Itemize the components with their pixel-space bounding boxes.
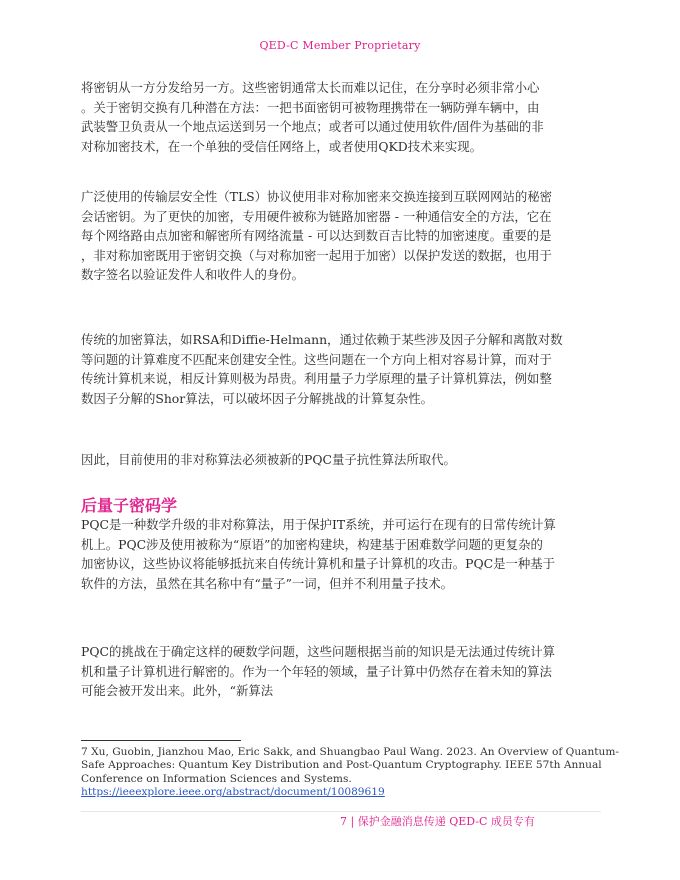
footnote-line: Safe Approaches: Quantum Key Distribution and Post-Quantum Cryptography. IEEE 57th Annual — [81, 759, 602, 772]
footnote-link[interactable]: https://ieeexplore.ieee.org/abstract/document/10089619 — [81, 786, 385, 799]
page-footer: 7 | 保护金融消息传递 QED-C 成员专有 — [340, 815, 535, 828]
text-line: 加密协议，这些协议将能够抵抗来自传统计算机和量子计算机的攻击。PQC是一种基于 — [81, 556, 556, 572]
text-line: 每个网络路由点加密和解密所有网络流量 - 可以达到数百吉比特的加密速度。重要的是 — [81, 228, 552, 244]
text-line: 机上。PQC涉及使用被称为“原语”的加密构建块，构建基于困难数学问题的更复杂的 — [81, 536, 543, 552]
paragraph-pqc-challenge — [81, 642, 601, 701]
text-line: 武装警卫负责从一个地点运送到另一个地点；或者可以通过使用软件/固件为基础的非 — [81, 119, 544, 135]
footnote-divider — [81, 740, 241, 741]
text-line: 可能会被开发出来。此外，“新算法 — [81, 683, 274, 699]
text-line: PQC的挑战在于确定这样的硬数学问题，这些问题根据当前的知识是无法通过传统计算 — [81, 644, 556, 659]
text-line: 对称加密技术，在一个单独的受信任网络上，或者使用QKD技术来实现。 — [81, 138, 483, 154]
footnote-line: 7 Xu, Guobin, Jianzhou Mao, Eric Sakk, and Shuangbao Paul Wang. 2023. An Overview of Quantum- — [81, 746, 620, 758]
text-line: ，非对称加密既用于密钥交换（与对称加密一起用于加密）以保护发送的数据，也用于 — [81, 247, 552, 263]
text-line: 将密钥从一方分发给另一方。这些密钥通常太长而难以记住，在分享时必须非常小心 — [81, 80, 540, 95]
paragraph-traditional-algorithms — [81, 330, 601, 408]
paragraph-replacement — [81, 450, 601, 470]
text-line: 等问题的计算难度不匹配来创建安全性。这些问题在一个方向上相对容易计算，而对于 — [81, 351, 552, 367]
text-line: 机和量子计算机进行解密的。作为一个年轻的领域，量子计算中仍然存在着未知的算法 — [81, 663, 552, 679]
footnote-line: Conference on Information Sciences and Systems. — [81, 772, 352, 785]
section-heading: 后量子密码学 — [81, 496, 178, 515]
page-header: QED-C Member Proprietary — [259, 39, 421, 52]
text-line: 广泛使用的传输层安全性（TLS）协议使用非对称加密来交换连接到互联网网站的秘密 — [81, 189, 553, 204]
text-line: 软件的方法，虽然在其名称中有“量子”一词，但并不利用量子技术。 — [81, 575, 453, 591]
text-line: 会话密钥。为了更快的加密，专用硬件被称为链路加密器 - 一种通信安全的方法，它在 — [81, 208, 552, 224]
paragraph-key-distribution — [81, 78, 601, 156]
text-line: PQC是一种数学升级的非对称算法，用于保护IT系统，并可运行在现有的日常传统计算 — [81, 517, 556, 532]
footnote — [81, 746, 621, 800]
text-line: 因此，目前使用的非对称算法必须被新的PQC量子抗性算法所取代。 — [81, 452, 456, 467]
text-line: 传统的加密算法，如RSA和Diffie-Helmann，通过依赖于某些涉及因子分解和离散对数 — [81, 332, 563, 347]
text-line: 数字签名以验证发件人和收件人的身份。 — [81, 267, 305, 283]
text-line: 数因子分解的Shor算法，可以破坏因子分解挑战的计算复杂性。 — [81, 390, 434, 406]
footer-divider — [81, 811, 601, 812]
paragraph-pqc-intro — [81, 515, 601, 593]
text-line: 。关于密钥交换有几种潜在方法：一把书面密钥可被物理携带在一辆防弹车辆中，由 — [81, 99, 540, 115]
text-line: 传统计算机来说，相反计算则极为昂贵。利用量子力学原理的量子计算机算法，例如整 — [81, 371, 552, 387]
paragraph-tls — [81, 187, 601, 285]
